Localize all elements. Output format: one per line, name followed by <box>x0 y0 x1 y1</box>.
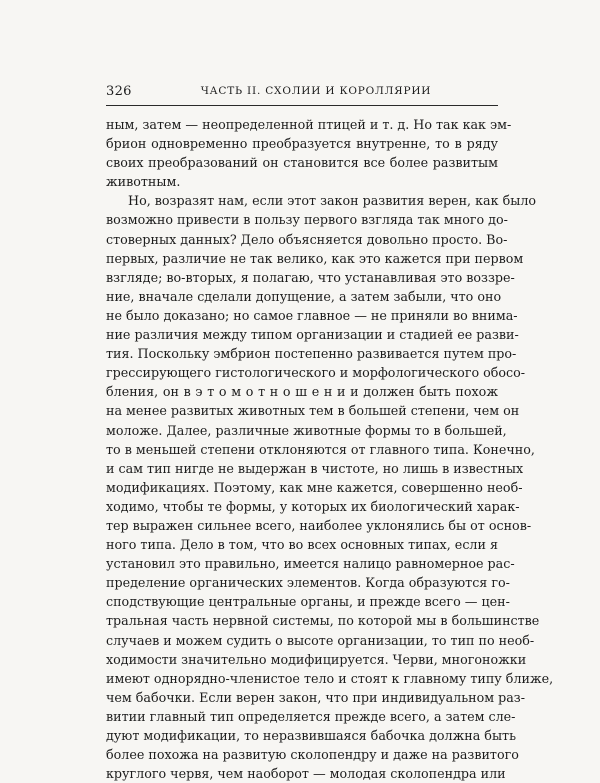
body-text <box>106 115 554 783</box>
text-line: имеют однорядно-членистое тело и стоят к главному типу ближе, <box>106 670 554 686</box>
running-title: ЧАСТЬ II. СХОЛИИ И КОРОЛЛЯРИИ <box>200 85 432 97</box>
text-line: ным, затем — неопределенной птицей и т. д. Но так как эм- <box>106 117 512 132</box>
text-line: грессирующего гистологического и морфологического обосо- <box>106 365 526 381</box>
text-line: первых, различие не так велико, как это кажется при первом <box>106 250 524 266</box>
text-line: ходимо, чтобы те формы, у которых их биологический харак- <box>106 498 520 514</box>
page-header <box>106 84 498 102</box>
text-line: животным. <box>106 174 181 190</box>
text-line: пределение органических элементов. Когда образуются го- <box>106 575 510 591</box>
text-line: ние различия между типом организации и стадией ее разви- <box>106 327 519 343</box>
text-line: возможно привести в пользу первого взгляда так много до- <box>106 212 508 228</box>
text-line: ходимости значительно модифицируется. Черви, многоножки <box>106 651 527 667</box>
text-line: не было доказано; но самое главное — не приняли во внима- <box>106 307 518 323</box>
text-line: сподствующие центральные органы, и прежде всего — цен- <box>106 594 510 610</box>
text-line: взгляде; во-вторых, я полагаю, что устанавливая это воззре- <box>106 269 515 285</box>
text-line: более похожа на развитую сколопендру и даже на развитого <box>106 747 519 763</box>
text-line: установил это правильно, имеется налицо равномерное рас- <box>106 556 515 572</box>
text-line: и сам тип нигде не выдержан в чистоте, но лишь в известных <box>106 460 524 476</box>
text-line: тер выражен сильнее всего, наиболее уклонялись бы от основ- <box>106 517 532 533</box>
text-line: стоверных данных? Дело объясняется довольно просто. Во- <box>106 231 508 247</box>
text-line: то в меньшей степени отклоняются от главного типа. Конечно, <box>106 441 535 457</box>
text-line: тия. Поскольку эмбрион постепенно развивается путем про- <box>106 346 517 362</box>
text-line: тральная часть нервной системы, по которой мы в большинстве <box>106 613 540 629</box>
text-line: круглого червя, чем наоборот — молодая сколопендра или <box>106 766 506 782</box>
text-line: моложе. Далее, различные животные формы то в большей, <box>106 422 507 438</box>
text-line: ного типа. Дело в том, что во всех основных типах, если я <box>106 537 498 553</box>
text-line: бления, он в э т о м о т н о ш е н и и должен быть похож <box>106 384 498 400</box>
text-line: дуют модификации, то неразвившаяся бабочка должна быть <box>106 728 516 743</box>
text-line: своих преобразований он становится все более развитым <box>106 155 498 171</box>
text-line: витии главный тип определяется прежде всего, а затем сле- <box>106 708 516 724</box>
text-line: брион одновременно преобразуется внутренне, то в ряду <box>106 136 498 152</box>
text-line: чем бабочки. Если верен закон, что при индивидуальном раз- <box>106 689 526 705</box>
text-line: ние, вначале сделали допущение, а затем забыли, что оно <box>106 288 502 304</box>
text-line: на менее развитых животных тем в большей степени, чем он <box>106 403 520 419</box>
page-number: 326 <box>106 84 132 99</box>
text-line: Но, возразят нам, если этот закон развития верен, как было <box>128 193 537 209</box>
text-line: модификациях. Поэтому, как мне кажется, совершенно необ- <box>106 479 523 495</box>
text-line: случаев и можем судить о высоте организации, то тип по необ- <box>106 632 535 648</box>
header-rule <box>106 105 498 106</box>
